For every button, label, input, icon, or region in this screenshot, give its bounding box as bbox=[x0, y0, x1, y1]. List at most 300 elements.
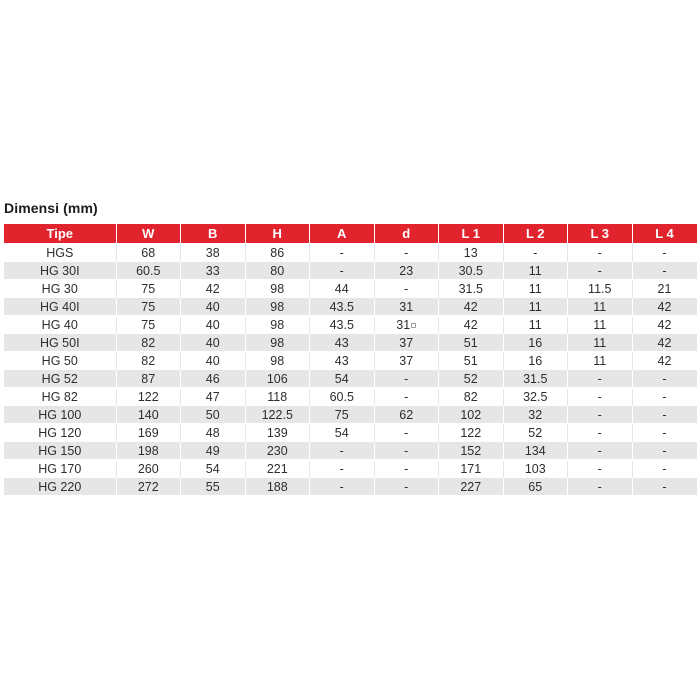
value-cell bbox=[568, 388, 633, 406]
value-cell bbox=[310, 316, 375, 334]
value-cell bbox=[181, 352, 246, 370]
cell-text: HG 220 bbox=[38, 479, 82, 494]
table-row bbox=[4, 352, 697, 370]
cell-text: 122 bbox=[460, 425, 482, 440]
cell-text: 42 bbox=[657, 335, 672, 350]
cell-text: 198 bbox=[137, 443, 159, 458]
cell-text: 11 bbox=[593, 335, 607, 350]
value-cell bbox=[568, 406, 633, 424]
value-cell bbox=[632, 298, 697, 316]
value-cell bbox=[116, 262, 181, 280]
value-cell bbox=[374, 460, 439, 478]
cell-text: 65 bbox=[528, 479, 543, 494]
value-cell bbox=[116, 334, 181, 352]
cell-text: 40 bbox=[205, 317, 220, 332]
cell-text: - bbox=[404, 479, 409, 494]
value-cell bbox=[374, 478, 439, 496]
cell-text: 31 bbox=[399, 299, 414, 314]
cell-text: - bbox=[404, 461, 409, 476]
cell-text: 42 bbox=[205, 281, 220, 296]
value-cell bbox=[503, 460, 568, 478]
value-cell bbox=[181, 460, 246, 478]
cell-text: 102 bbox=[460, 407, 482, 422]
cell-text: - bbox=[597, 245, 602, 260]
cell-text: 52 bbox=[463, 371, 478, 386]
cell-text: 75 bbox=[141, 317, 156, 332]
cell-text: 55 bbox=[205, 479, 220, 494]
cell-text: 43 bbox=[334, 353, 349, 368]
cell-text: 21 bbox=[657, 281, 672, 296]
cell-text: - bbox=[597, 443, 602, 458]
type-cell bbox=[4, 352, 116, 370]
value-cell bbox=[439, 478, 504, 496]
cell-text: 98 bbox=[270, 335, 285, 350]
type-cell bbox=[4, 442, 116, 460]
cell-text: HG 40I bbox=[39, 299, 80, 314]
type-cell bbox=[4, 370, 116, 388]
cell-text: - bbox=[662, 461, 667, 476]
cell-text: 11 bbox=[528, 281, 542, 296]
value-cell bbox=[310, 370, 375, 388]
value-cell bbox=[632, 424, 697, 442]
cell-text: 11 bbox=[528, 263, 542, 278]
cell-text: - bbox=[662, 263, 667, 278]
header-row bbox=[4, 224, 697, 244]
cell-text: - bbox=[404, 281, 409, 296]
value-cell bbox=[568, 478, 633, 496]
value-cell bbox=[245, 298, 310, 316]
value-cell bbox=[245, 442, 310, 460]
value-cell bbox=[310, 406, 375, 424]
cell-text: 260 bbox=[137, 461, 159, 476]
cell-text: - bbox=[597, 479, 602, 494]
type-cell bbox=[4, 478, 116, 496]
cell-text: HG 82 bbox=[41, 389, 78, 404]
value-cell bbox=[374, 262, 439, 280]
cell-text: 37 bbox=[399, 353, 414, 368]
cell-text: 49 bbox=[205, 443, 220, 458]
cell-text: - bbox=[662, 425, 667, 440]
value-cell bbox=[181, 388, 246, 406]
cell-text: HG 120 bbox=[38, 425, 82, 440]
cell-text: - bbox=[339, 461, 344, 476]
value-cell bbox=[116, 424, 181, 442]
value-cell bbox=[245, 406, 310, 424]
cell-text: 31.5 bbox=[458, 281, 483, 296]
cell-text: 42 bbox=[463, 317, 478, 332]
type-cell bbox=[4, 280, 116, 298]
cell-text: 40 bbox=[205, 299, 220, 314]
value-cell bbox=[503, 424, 568, 442]
value-cell bbox=[439, 388, 504, 406]
cell-text: 118 bbox=[267, 389, 288, 404]
value-cell bbox=[439, 352, 504, 370]
cell-text: - bbox=[404, 389, 409, 404]
value-cell bbox=[439, 460, 504, 478]
value-cell bbox=[116, 388, 181, 406]
cell-text: 152 bbox=[460, 443, 482, 458]
cell-text: 272 bbox=[137, 479, 159, 494]
table-row bbox=[4, 244, 697, 262]
value-cell bbox=[116, 478, 181, 496]
cell-text: 171 bbox=[460, 461, 482, 476]
cell-text: 103 bbox=[524, 461, 546, 476]
value-cell bbox=[245, 478, 310, 496]
value-cell bbox=[568, 424, 633, 442]
cell-text: - bbox=[404, 443, 409, 458]
cell-text: - bbox=[597, 371, 602, 386]
cell-text: 60.5 bbox=[329, 389, 354, 404]
cell-text: 43.5 bbox=[329, 317, 354, 332]
type-cell bbox=[4, 262, 116, 280]
cell-text: 98 bbox=[270, 317, 285, 332]
cell-text: 230 bbox=[266, 443, 288, 458]
value-cell bbox=[374, 244, 439, 262]
cell-text: 11 bbox=[528, 299, 542, 314]
table-body bbox=[4, 244, 697, 496]
cell-text: 87 bbox=[141, 371, 156, 386]
value-cell bbox=[310, 388, 375, 406]
value-cell bbox=[632, 406, 697, 424]
cell-text: - bbox=[662, 479, 667, 494]
cell-text: 11 bbox=[593, 317, 607, 332]
cell-text: - bbox=[662, 443, 667, 458]
column-header-a: A bbox=[310, 224, 375, 244]
type-cell bbox=[4, 316, 116, 334]
cell-text: 16 bbox=[528, 353, 543, 368]
cell-text: 75 bbox=[141, 281, 156, 296]
cell-text: 169 bbox=[137, 425, 159, 440]
value-cell bbox=[568, 370, 633, 388]
cell-text: 98 bbox=[270, 281, 285, 296]
cell-text: 11.5 bbox=[588, 281, 612, 296]
cell-text: 42 bbox=[463, 299, 478, 314]
cell-text: 122.5 bbox=[261, 407, 293, 422]
value-cell bbox=[116, 352, 181, 370]
cell-text: 54 bbox=[205, 461, 220, 476]
value-cell bbox=[374, 388, 439, 406]
value-cell bbox=[374, 352, 439, 370]
cell-text: 46 bbox=[205, 371, 220, 386]
dimensions-table bbox=[4, 224, 697, 495]
value-cell bbox=[503, 406, 568, 424]
type-cell bbox=[4, 460, 116, 478]
cell-text: - bbox=[662, 371, 667, 386]
type-cell bbox=[4, 334, 116, 352]
cell-text: 62 bbox=[399, 407, 414, 422]
value-cell bbox=[503, 316, 568, 334]
value-cell bbox=[245, 352, 310, 370]
cell-text: 98 bbox=[270, 299, 285, 314]
value-cell bbox=[310, 460, 375, 478]
cell-text: HG 30I bbox=[39, 263, 80, 278]
value-cell bbox=[374, 424, 439, 442]
table-row bbox=[4, 334, 697, 352]
column-header-tipe: Tipe bbox=[4, 224, 116, 244]
value-cell bbox=[310, 280, 375, 298]
value-cell bbox=[632, 388, 697, 406]
value-cell bbox=[116, 442, 181, 460]
cell-text: - bbox=[597, 389, 602, 404]
cell-text: 48 bbox=[205, 425, 220, 440]
value-cell bbox=[116, 298, 181, 316]
value-cell bbox=[181, 298, 246, 316]
value-cell bbox=[116, 244, 181, 262]
value-cell bbox=[374, 406, 439, 424]
note-marker-icon bbox=[411, 323, 416, 328]
cell-text: - bbox=[597, 425, 602, 440]
cell-text: 31 bbox=[396, 317, 411, 332]
cell-text: 54 bbox=[334, 371, 349, 386]
cell-text: - bbox=[339, 479, 344, 494]
value-cell bbox=[374, 316, 439, 334]
table-title: Dimensi (mm) bbox=[4, 200, 98, 216]
value-cell bbox=[116, 370, 181, 388]
value-cell bbox=[310, 442, 375, 460]
cell-text: 47 bbox=[205, 389, 220, 404]
cell-text: 16 bbox=[528, 335, 543, 350]
value-cell bbox=[439, 442, 504, 460]
value-cell bbox=[439, 280, 504, 298]
cell-text: 13 bbox=[463, 245, 478, 260]
value-cell bbox=[439, 316, 504, 334]
cell-text: HGS bbox=[46, 245, 74, 260]
value-cell bbox=[568, 280, 633, 298]
value-cell bbox=[245, 262, 310, 280]
cell-text: HG 52 bbox=[41, 371, 78, 386]
value-cell bbox=[503, 370, 568, 388]
table-row bbox=[4, 298, 697, 316]
cell-text: 140 bbox=[137, 407, 159, 422]
cell-text: - bbox=[404, 245, 409, 260]
cell-text: 50 bbox=[205, 407, 220, 422]
cell-text: 52 bbox=[528, 425, 543, 440]
value-cell bbox=[439, 406, 504, 424]
value-cell bbox=[181, 442, 246, 460]
cell-text: - bbox=[339, 245, 344, 260]
value-cell bbox=[181, 280, 246, 298]
cell-text: 82 bbox=[141, 335, 156, 350]
value-cell bbox=[568, 352, 633, 370]
cell-text: 11 bbox=[528, 317, 542, 332]
cell-text: 139 bbox=[266, 425, 288, 440]
value-cell bbox=[568, 460, 633, 478]
cell-text: 31.5 bbox=[523, 371, 548, 386]
value-cell bbox=[632, 280, 697, 298]
column-header-l4: L 4 bbox=[632, 224, 697, 244]
table-row bbox=[4, 388, 697, 406]
value-cell bbox=[181, 406, 246, 424]
cell-text: - bbox=[597, 461, 602, 476]
table-row bbox=[4, 460, 697, 478]
value-cell bbox=[245, 280, 310, 298]
type-cell bbox=[4, 244, 116, 262]
cell-text: 42 bbox=[657, 317, 672, 332]
value-cell bbox=[439, 262, 504, 280]
cell-text: 40 bbox=[205, 353, 220, 368]
value-cell bbox=[568, 334, 633, 352]
value-cell bbox=[310, 424, 375, 442]
value-cell bbox=[374, 442, 439, 460]
cell-text: 11 bbox=[593, 353, 607, 368]
cell-text: HG 50 bbox=[41, 353, 78, 368]
column-header-d: d bbox=[374, 224, 439, 244]
value-cell bbox=[374, 280, 439, 298]
cell-text: 32.5 bbox=[523, 389, 548, 404]
value-cell bbox=[632, 442, 697, 460]
cell-text: 86 bbox=[270, 245, 285, 260]
value-cell bbox=[245, 244, 310, 262]
table-row bbox=[4, 442, 697, 460]
column-header-w: W bbox=[116, 224, 181, 244]
cell-text: 32 bbox=[528, 407, 543, 422]
value-cell bbox=[439, 298, 504, 316]
type-cell bbox=[4, 406, 116, 424]
cell-text: - bbox=[339, 443, 344, 458]
cell-text: HG 170 bbox=[38, 461, 82, 476]
cell-text: - bbox=[533, 245, 538, 260]
value-cell bbox=[568, 316, 633, 334]
value-cell bbox=[245, 388, 310, 406]
cell-text: HG 50I bbox=[39, 335, 80, 350]
column-header-l1: L 1 bbox=[439, 224, 504, 244]
value-cell bbox=[503, 334, 568, 352]
value-cell bbox=[116, 406, 181, 424]
cell-text: - bbox=[597, 263, 602, 278]
column-header-h: H bbox=[245, 224, 310, 244]
cell-text: 227 bbox=[460, 479, 482, 494]
cell-text: - bbox=[339, 263, 344, 278]
cell-text: 122 bbox=[137, 389, 159, 404]
value-cell bbox=[181, 334, 246, 352]
value-cell bbox=[439, 244, 504, 262]
cell-text: 188 bbox=[266, 479, 288, 494]
value-cell bbox=[116, 460, 181, 478]
cell-text: 134 bbox=[524, 443, 546, 458]
table-row bbox=[4, 262, 697, 280]
value-cell bbox=[632, 334, 697, 352]
value-cell bbox=[632, 478, 697, 496]
cell-text: 82 bbox=[141, 353, 156, 368]
table-row bbox=[4, 406, 697, 424]
value-cell bbox=[245, 334, 310, 352]
value-cell bbox=[374, 334, 439, 352]
value-cell bbox=[503, 262, 568, 280]
table-row bbox=[4, 478, 697, 496]
cell-text: 44 bbox=[334, 281, 349, 296]
value-cell bbox=[181, 478, 246, 496]
value-cell bbox=[181, 316, 246, 334]
value-cell bbox=[116, 280, 181, 298]
value-cell bbox=[632, 316, 697, 334]
value-cell bbox=[374, 298, 439, 316]
cell-text: 98 bbox=[270, 353, 285, 368]
value-cell bbox=[310, 244, 375, 262]
value-cell bbox=[503, 388, 568, 406]
cell-text: 54 bbox=[334, 425, 349, 440]
table-row bbox=[4, 370, 697, 388]
value-cell bbox=[310, 352, 375, 370]
cell-text: 221 bbox=[266, 461, 288, 476]
value-cell bbox=[632, 352, 697, 370]
cell-text: 75 bbox=[141, 299, 156, 314]
value-cell bbox=[181, 424, 246, 442]
cell-text: 43 bbox=[334, 335, 349, 350]
value-cell bbox=[245, 424, 310, 442]
value-cell bbox=[181, 244, 246, 262]
value-cell bbox=[245, 460, 310, 478]
cell-text: 51 bbox=[463, 353, 478, 368]
value-cell bbox=[245, 370, 310, 388]
cell-text: - bbox=[404, 371, 409, 386]
value-cell bbox=[568, 262, 633, 280]
value-cell bbox=[439, 424, 504, 442]
value-cell bbox=[310, 478, 375, 496]
cell-text: 33 bbox=[205, 263, 220, 278]
cell-text: 30.5 bbox=[458, 263, 483, 278]
cell-text: 80 bbox=[270, 263, 285, 278]
cell-text: 11 bbox=[593, 299, 607, 314]
value-cell bbox=[503, 298, 568, 316]
value-cell bbox=[568, 442, 633, 460]
type-cell bbox=[4, 298, 116, 316]
type-cell bbox=[4, 424, 116, 442]
value-cell bbox=[503, 280, 568, 298]
cell-text: 40 bbox=[205, 335, 220, 350]
cell-text: - bbox=[404, 425, 409, 440]
value-cell bbox=[568, 298, 633, 316]
column-header-l2: L 2 bbox=[503, 224, 568, 244]
value-cell bbox=[181, 262, 246, 280]
cell-text: 51 bbox=[463, 335, 478, 350]
value-cell bbox=[503, 244, 568, 262]
cell-text: - bbox=[662, 245, 667, 260]
cell-text: HG 30 bbox=[41, 281, 78, 296]
value-cell bbox=[310, 334, 375, 352]
cell-text: 23 bbox=[399, 263, 414, 278]
value-cell bbox=[632, 370, 697, 388]
table-row bbox=[4, 316, 697, 334]
cell-text: 37 bbox=[399, 335, 414, 350]
cell-text: - bbox=[662, 389, 667, 404]
value-cell bbox=[632, 262, 697, 280]
cell-text: 42 bbox=[657, 299, 672, 314]
value-cell bbox=[568, 244, 633, 262]
value-cell bbox=[374, 370, 439, 388]
cell-text: 68 bbox=[141, 245, 156, 260]
cell-text: HG 40 bbox=[41, 317, 78, 332]
value-cell bbox=[503, 478, 568, 496]
value-cell bbox=[503, 442, 568, 460]
value-cell bbox=[503, 352, 568, 370]
value-cell bbox=[439, 334, 504, 352]
value-cell bbox=[632, 244, 697, 262]
type-cell bbox=[4, 388, 116, 406]
cell-text: HG 150 bbox=[38, 443, 82, 458]
value-cell bbox=[310, 262, 375, 280]
cell-text: 60.5 bbox=[136, 263, 161, 278]
cell-text: - bbox=[662, 407, 667, 422]
cell-text: 38 bbox=[205, 245, 220, 260]
value-cell bbox=[245, 316, 310, 334]
cell-text: - bbox=[597, 407, 602, 422]
cell-text: 43.5 bbox=[329, 299, 354, 314]
table-row bbox=[4, 280, 697, 298]
table-row bbox=[4, 424, 697, 442]
column-header-b: B bbox=[181, 224, 246, 244]
cell-text: 106 bbox=[266, 371, 288, 386]
value-cell bbox=[181, 370, 246, 388]
